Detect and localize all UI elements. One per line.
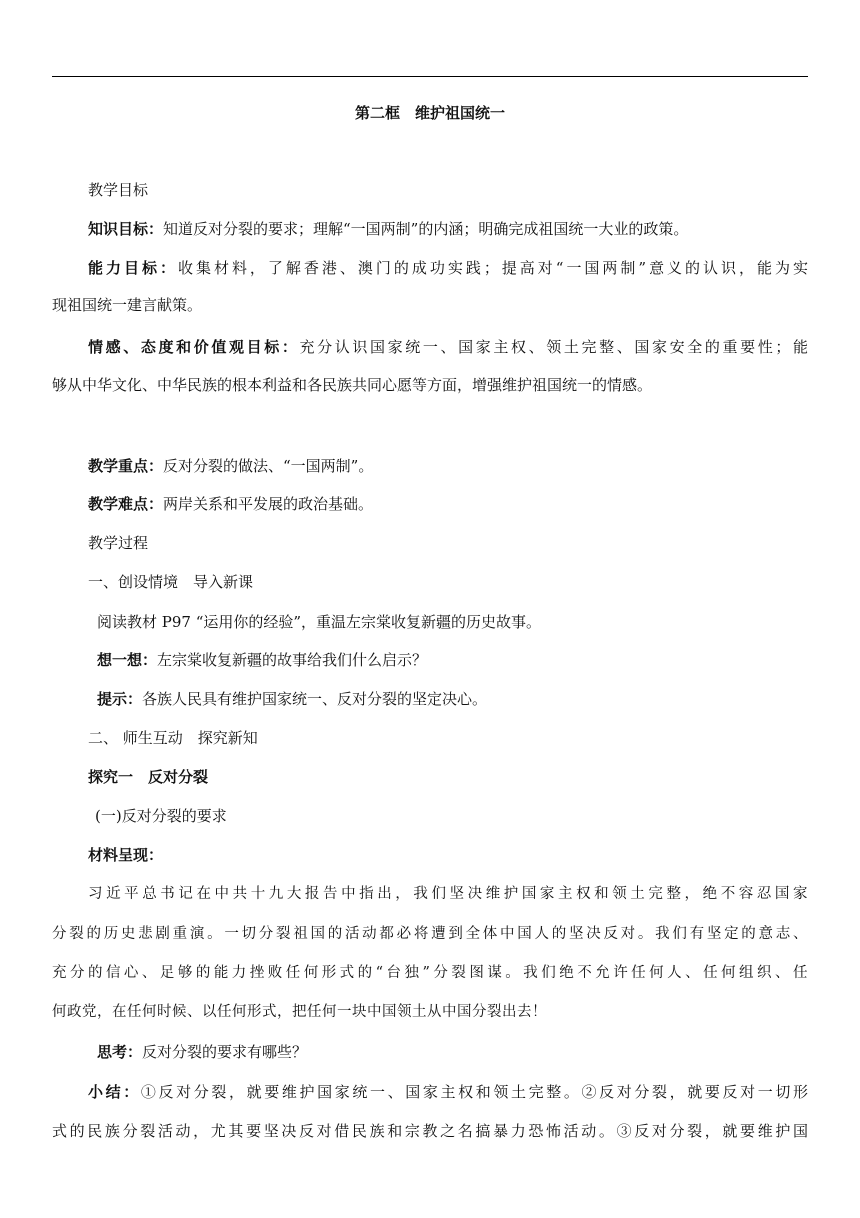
hint-text: 各族人民具有维护国家统一、反对分裂的坚定决心。	[142, 690, 488, 708]
material-line-3: 充分的信心、足够的能力挫败任何形式的“台独”分裂图谋。我们绝不允许任何人、任何组织、任	[52, 965, 808, 981]
material-label: 材料呈现：	[88, 846, 164, 864]
think-text: 左宗棠收复新疆的故事给我们什么启示？	[157, 651, 428, 669]
reflect-item	[97, 1042, 307, 1062]
think-item	[97, 650, 427, 670]
summary-text-1: ①反对分裂，就要维护国家统一、国家主权和领土完整。②反对分裂，就要反对一切形	[140, 1083, 808, 1101]
think-label: 想一想：	[97, 651, 158, 669]
material-line-4: 何政党，在任何时候、以任何形式，把任何一块中国领土从中国分裂出去！	[52, 1004, 547, 1020]
page-title: 第二框 维护祖国统一	[354, 104, 505, 122]
emotion-label: 情感、态度和价值观目标：	[88, 338, 300, 356]
knowledge-objective	[88, 219, 688, 239]
knowledge-text: 知道反对分裂的要求；理解“一国两制”的内涵；明确完成祖国统一大业的政策。	[163, 220, 689, 238]
knowledge-label: 知识目标：	[88, 220, 164, 238]
difficult-label: 教学难点：	[88, 495, 164, 513]
summary-line-1	[88, 1082, 808, 1102]
section1-heading: 一、创设情境 导入新课	[88, 573, 254, 591]
summary-label: 小结：	[88, 1083, 141, 1101]
hint-label: 提示：	[97, 690, 143, 708]
header-rule	[52, 76, 808, 77]
material-line-1: 习近平总书记在中共十九大报告中指出，我们坚决维护国家主权和领土完整，绝不容忍国家	[88, 886, 808, 902]
reflect-label: 思考：	[97, 1043, 143, 1061]
key-text: 反对分裂的做法、“一国两制”。	[163, 457, 374, 475]
section1-read: 阅读教材 P97 “运用你的经验”，重温左宗棠收复新疆的历史故事。	[97, 613, 542, 631]
difficult-text: 两岸关系和平发展的政治基础。	[163, 495, 374, 513]
ability-objective	[88, 258, 808, 278]
teaching-difficulty	[88, 494, 373, 514]
emotion-text-2: 够从中华文化、中华民族的根本利益和各民族共同心愿等方面，增强维护祖国统一的情感。	[52, 376, 653, 394]
objectives-heading: 教学目标	[88, 181, 149, 199]
emotion-objective	[88, 337, 808, 357]
summary-line-2: 式的民族分裂活动，尤其要坚决反对借民族和宗教之名搞暴力恐怖活动。③反对分裂，就要维护国	[52, 1122, 808, 1140]
key-label: 教学重点：	[88, 457, 164, 475]
sub1-heading: (一)反对分裂的要求	[95, 807, 227, 825]
hint-item	[97, 689, 487, 709]
material-line-2: 分裂的历史悲剧重演。一切分裂祖国的活动都必将遭到全体中国人的坚决反对。我们有坚定的意志、	[52, 926, 808, 942]
section2-heading: 二、 师生互动 探究新知	[88, 729, 258, 747]
explore1-heading: 探究一 反对分裂	[88, 768, 209, 786]
reflect-text: 反对分裂的要求有哪些？	[142, 1043, 308, 1061]
emotion-text-1: 充分认识国家统一、国家主权、领土完整、国家安全的重要性；能	[299, 338, 808, 356]
ability-text-2: 现祖国统一建言献策。	[52, 296, 203, 314]
ability-text-1: 收集材料，了解香港、澳门的成功实践；提高对“一国两制”意义的认识，能为实	[177, 259, 808, 277]
teaching-key-point	[88, 456, 373, 476]
process-heading: 教学过程	[88, 534, 149, 552]
ability-label: 能力目标：	[88, 259, 178, 277]
